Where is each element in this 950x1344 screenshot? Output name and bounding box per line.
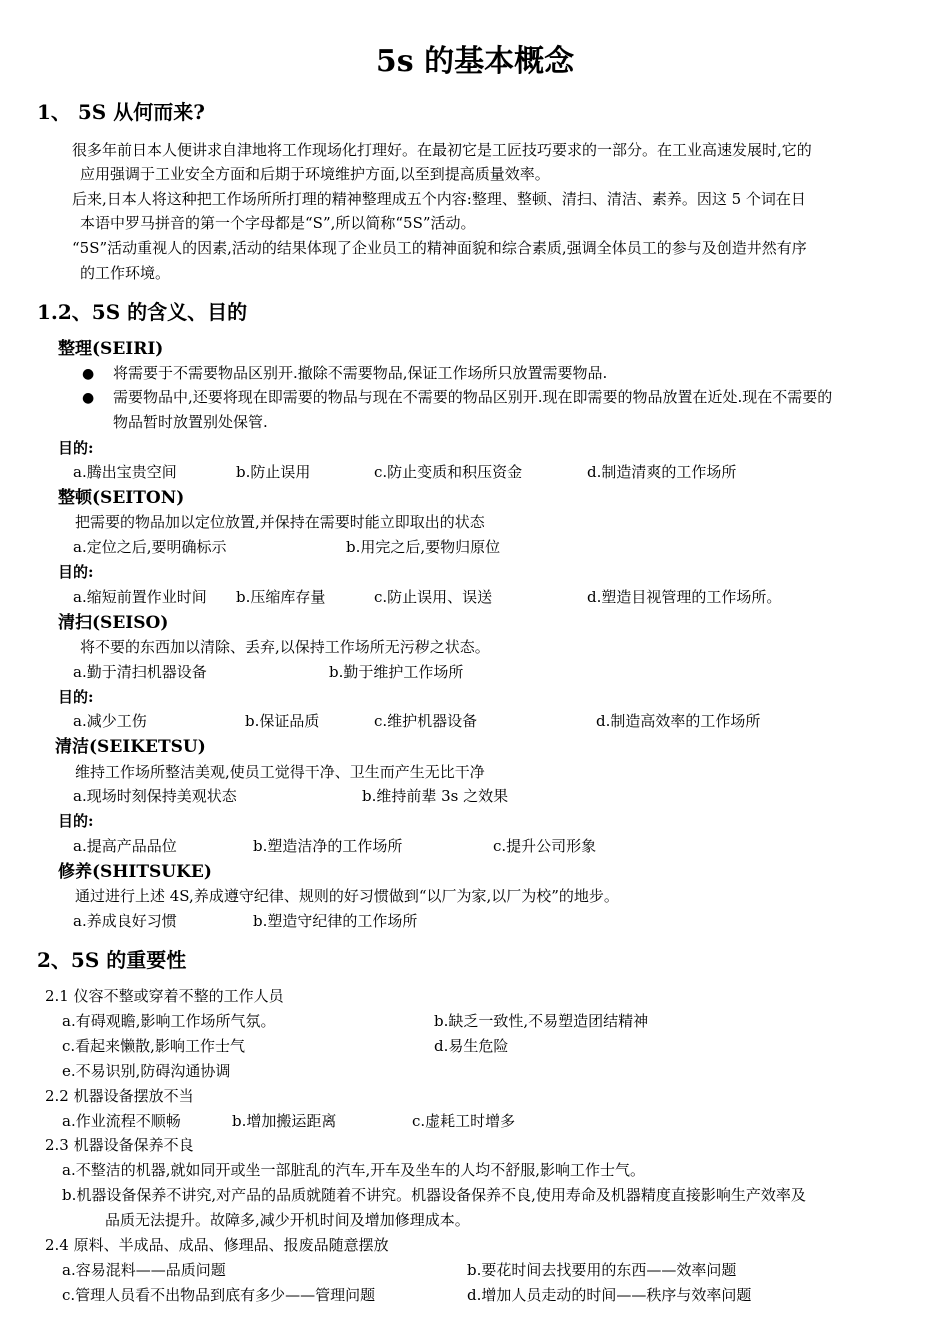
section-2-2-item-b: b.增加搬运距离 — [232, 1112, 337, 1130]
seiketsu-purpose-c: c.提升公司形象 — [493, 837, 597, 855]
seiri-bullet-2-line-2: 物品暂时放置别处保管. — [113, 413, 268, 431]
shitsuke-desc: 通过进行上述 4S,养成遵守纪律、规则的好习惯做到“以厂为家,以厂为校”的地步。 — [75, 887, 619, 905]
seiton-heading: 整顿(SEITON) — [58, 488, 185, 508]
section-2-1-item-c: c.看起来懒散,影响工作士气 — [62, 1037, 245, 1055]
section-2-1-item-d: d.易生危险 — [434, 1037, 509, 1055]
seiton-item-a: a.定位之后,要明确标示 — [73, 538, 227, 556]
seiketsu-purpose-a: a.提高产品品位 — [73, 837, 177, 855]
seiketsu-item-a: a.现场时刻保持美观状态 — [73, 787, 237, 805]
seiketsu-item-b: b.维持前辈 3s 之效果 — [362, 787, 509, 805]
seiton-item-b: b.用完之后,要物归原位 — [346, 538, 501, 556]
section-2-4-item-b: b.要花时间去找要用的东西——效率问题 — [467, 1261, 737, 1279]
seiton-purpose-b: b.压缩库存量 — [236, 588, 326, 606]
section-1-heading: 1、 5S 从何而来? — [37, 100, 205, 124]
page-title: 5s 的基本概念 — [375, 44, 575, 79]
seiri-purpose-c: c.防止变质和积压资金 — [374, 463, 523, 481]
paragraph-3-line-2: 的工作环境。 — [80, 264, 171, 282]
seiso-purpose-a: a.减少工伤 — [73, 712, 147, 730]
section-2-3-item-b-line-2: 品质无法提升。故障多,减少开机时间及增加修理成本。 — [105, 1211, 470, 1229]
section-2-1-heading: 2.1 仪容不整或穿着不整的工作人员 — [45, 987, 284, 1005]
seiton-purpose-c: c.防止误用、误送 — [374, 588, 493, 606]
seiri-purpose-b: b.防止误用 — [236, 463, 311, 481]
seiton-purpose-a: a.缩短前置作业时间 — [73, 588, 207, 606]
section-2-4-item-d: d.增加人员走动的时间——秩序与效率问题 — [467, 1286, 752, 1304]
seiton-purpose-label: 目的: — [58, 563, 94, 581]
seiri-purpose-label: 目的: — [58, 439, 94, 457]
seiso-item-b: b.勤于维护工作场所 — [329, 663, 464, 681]
seiri-bullet-1: 将需要于不需要物品区别开.撤除不需要物品,保证工作场所只放置需要物品. — [113, 364, 608, 382]
paragraph-1-line-2: 应用强调于工业安全方面和后期于环境维护方面,以至到提高质量效率。 — [80, 165, 550, 183]
seiton-desc: 把需要的物品加以定位放置,并保持在需要时能立即取出的状态 — [75, 513, 485, 531]
section-2-1-item-e: e.不易识别,防碍沟通协调 — [62, 1062, 231, 1080]
paragraph-2-line-2: 本语中罗马拼音的第一个字母都是“S”,所以简称“5S”活动。 — [80, 214, 476, 232]
section-2-3-item-a: a.不整洁的机器,就如同开或坐一部脏乱的汽车,开车及坐车的人均不舒服,影响工作士气。 — [62, 1161, 646, 1179]
seiso-heading: 清扫(SEISO) — [58, 613, 169, 633]
paragraph-2-line-1: 后来,日本人将这种把工作场所所打理的精神整理成五个内容:整理、整顿、清扫、清洁、素养。因这 5 个词在日 — [72, 190, 806, 208]
section-2-4-heading: 2.4 原料、半成品、成品、修理品、报废品随意摆放 — [45, 1236, 389, 1254]
seiso-purpose-label: 目的: — [58, 688, 94, 706]
section-2-3-heading: 2.3 机器设备保养不良 — [45, 1136, 194, 1154]
seiri-purpose-a: a.腾出宝贵空间 — [73, 463, 177, 481]
section-2-4-item-c: c.管理人员看不出物品到底有多少——管理问题 — [62, 1286, 376, 1304]
bullet-icon: ● — [82, 390, 95, 406]
seiso-purpose-d: d.制造高效率的工作场所 — [596, 712, 761, 730]
seiri-bullet-2-line-1: 需要物品中,还要将现在即需要的物品与现在不需要的物品区别开.现在即需要的物品放置在近处.现在不需要的 — [113, 388, 833, 406]
paragraph-3-line-1: “5S”活动重视人的因素,活动的结果体现了企业员工的精神面貌和综合素质,强调全体员工的参与及创造井然有序 — [72, 239, 807, 257]
paragraph-1-line-1: 很多年前日本人便讲求自津地将工作现场化打理好。在最初它是工匠技巧要求的一部分。在工业高速发展时,它的 — [72, 141, 812, 159]
section-2-3-item-b-line-1: b.机器设备保养不讲究,对产品的品质就随着不讲究。机器设备保养不良,使用寿命及机器精度直接影响生产效率及 — [62, 1186, 806, 1204]
section-2-heading: 2、5S 的重要性 — [37, 948, 187, 972]
seiketsu-heading: 清洁(SEIKETSU) — [55, 737, 206, 757]
shitsuke-item-b: b.塑造守纪律的工作场所 — [253, 912, 418, 930]
section-2-4-item-a: a.容易混料——品质问题 — [62, 1261, 226, 1279]
seiso-purpose-b: b.保证品质 — [245, 712, 320, 730]
section-2-2-heading: 2.2 机器设备摆放不当 — [45, 1087, 194, 1105]
shitsuke-heading: 修养(SHITSUKE) — [58, 862, 212, 882]
section-1-2-heading: 1.2、5S 的含义、目的 — [37, 300, 248, 324]
section-2-2-item-a: a.作业流程不顺畅 — [62, 1112, 181, 1130]
seiri-heading: 整理(SEIRI) — [58, 339, 164, 359]
seiketsu-purpose-b: b.塑造洁净的工作场所 — [253, 837, 403, 855]
seiton-purpose-d: d.塑造目视管理的工作场所。 — [587, 588, 782, 606]
section-2-1-item-b: b.缺乏一致性,不易塑造团结精神 — [434, 1012, 649, 1030]
seiketsu-desc: 维持工作场所整洁美观,使员工觉得干净、卫生而产生无比干净 — [75, 763, 485, 781]
seiketsu-purpose-label: 目的: — [58, 812, 94, 830]
seiso-purpose-c: c.维护机器设备 — [374, 712, 478, 730]
seiso-desc: 将不要的东西加以清除、丢弃,以保持工作场所无污秽之状态。 — [80, 638, 490, 656]
section-2-1-item-a: a.有碍观瞻,影响工作场所气氛。 — [62, 1012, 276, 1030]
bullet-icon: ● — [82, 366, 95, 382]
shitsuke-item-a: a.养成良好习惯 — [73, 912, 177, 930]
section-2-2-item-c: c.虚耗工时增多 — [412, 1112, 516, 1130]
seiri-purpose-d: d.制造清爽的工作场所 — [587, 463, 737, 481]
seiso-item-a: a.勤于清扫机器设备 — [73, 663, 207, 681]
